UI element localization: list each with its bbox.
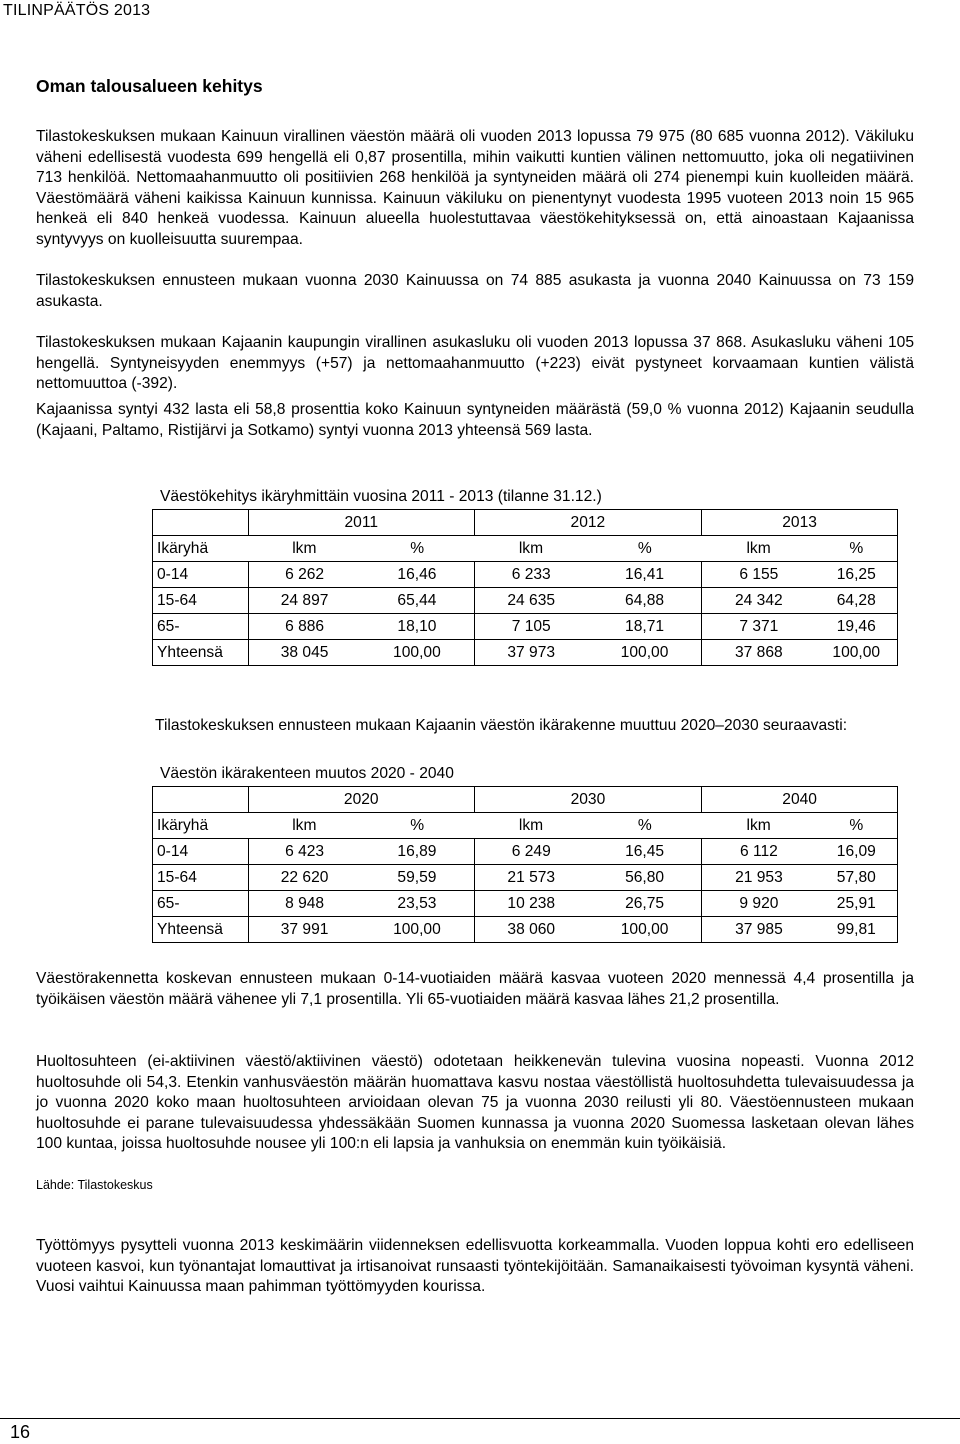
table-row bbox=[153, 865, 898, 891]
year-header: 2013 bbox=[702, 510, 898, 536]
value-cell: 6 262 bbox=[248, 562, 360, 588]
value-cell: 6 112 bbox=[702, 839, 816, 865]
value-cell: 16,41 bbox=[588, 562, 702, 588]
table-year-row bbox=[153, 510, 898, 536]
value-cell: 6 886 bbox=[248, 614, 360, 640]
value-cell: 18,10 bbox=[360, 614, 474, 640]
column-header: % bbox=[410, 539, 425, 557]
footer-divider bbox=[0, 1418, 960, 1419]
column-header: lkm bbox=[518, 539, 544, 557]
value-cell: 18,71 bbox=[588, 614, 702, 640]
table-year-row bbox=[153, 787, 898, 813]
table-row bbox=[153, 562, 898, 588]
value-cell: 16,46 bbox=[360, 562, 474, 588]
value-cell: 19,46 bbox=[816, 614, 898, 640]
paragraph-dependency-ratio: Huoltosuhteen (ei-aktiivinen väestö/aktiivinen väestö) odotetaan heikkenevän tulevina vuosina nopeasti. Vuonna 2012 huoltosuhde oli 54,3. Etenkin vanhusväestön määrän huomattava kasvu nostaa väestöllistä huoltosuhdetta tulevaisuudessa ja jo vuonna 2020 koko maan huoltosuhteen arvioidaan olevan 75 ja vuonna 2030 reilusti yli 80. Väestöennusteen mukaan huoltosuhde ei parane tulevaisuudessa yhdessäkään Suomen kunnassa ja vuonna 2020 Suomessa lasketaan olevan lähes 100 kuntaa, joissa huoltosuhde nousee yli 100:n eli lapsia ja vanhuksia on enemmän kuin työikäisiä. bbox=[36, 1053, 914, 1152]
value-cell: 8 948 bbox=[248, 891, 360, 917]
paragraph-structure-forecast: Väestörakennetta koskevan ennusteen mukaan 0-14-vuotiaiden määrä kasvaa vuoteen 2020 mennessä 4,4 prosentilla ja työikäisen väestön määrä vähenee yli 7,1 prosentilla. Yli 65-vuotiaiden määrä kasvaa lähes 21,2 prosentilla. bbox=[36, 970, 914, 1008]
age-group-cell: 15-64 bbox=[153, 588, 249, 614]
value-cell: 16,09 bbox=[816, 839, 898, 865]
paragraph-kajaani-population: Tilastokeskuksen mukaan Kajaanin kaupungin virallinen asukasluku oli vuoden 2013 lopussa 37 868. Asukasluku väheni 105 hengellä. Syntyneisyyden enemmyys (+57) ja nettomaahanmuutto (+223) eivät pystyneet korvaamaan kuntien välistä nettomuuttoa (-392). bbox=[36, 334, 914, 392]
column-header: lkm bbox=[746, 539, 771, 557]
value-cell: 7 371 bbox=[702, 614, 816, 640]
value-cell: 16,25 bbox=[816, 562, 898, 588]
paragraph-births: Kajaanissa syntyi 432 lasta eli 58,8 prosenttia koko Kainuun syntyneiden määrästä (59,0 % vuonna 2012) Kajaanin seudulla (Kajaani, Paltamo, Ristijärvi ja Sotkamo) syntyi vuonna 2013 yhteensä 569 lasta. bbox=[36, 401, 914, 439]
value-cell: 21 953 bbox=[702, 865, 816, 891]
value-cell: 37 985 bbox=[702, 917, 816, 943]
age-group-cell: 0-14 bbox=[153, 839, 249, 865]
value-cell: 7 105 bbox=[474, 614, 588, 640]
value-cell: 10 238 bbox=[474, 891, 588, 917]
table-row bbox=[153, 891, 898, 917]
page-number: 16 bbox=[10, 1422, 31, 1442]
value-cell: 37 868 bbox=[702, 640, 816, 666]
age-group-cell: Yhteensä bbox=[153, 917, 249, 943]
table-row bbox=[153, 917, 898, 943]
table-row bbox=[153, 640, 898, 666]
value-cell: 25,91 bbox=[816, 891, 898, 917]
column-header: Ikäryhä bbox=[153, 536, 249, 562]
age-group-cell: 0-14 bbox=[153, 562, 249, 588]
table-header-row bbox=[153, 536, 898, 562]
column-header: % bbox=[637, 816, 652, 834]
value-cell: 100,00 bbox=[588, 917, 702, 943]
column-header: % bbox=[816, 813, 898, 839]
column-header: % bbox=[410, 816, 425, 834]
column-header: Ikäryhä bbox=[153, 813, 249, 839]
year-header: 2011 bbox=[248, 510, 474, 536]
running-head: TILINPÄÄTÖS 2013 bbox=[3, 2, 151, 19]
table2-caption: Väestön ikärakenteen muutos 2020 - 2040 bbox=[160, 765, 454, 782]
value-cell: 6 423 bbox=[248, 839, 360, 865]
population-by-age-table bbox=[152, 509, 898, 666]
age-group-cell: 65- bbox=[153, 614, 249, 640]
value-cell: 100,00 bbox=[816, 640, 898, 666]
table-corner-cell bbox=[153, 787, 249, 813]
year-header: 2020 bbox=[248, 787, 474, 813]
value-cell: 23,53 bbox=[360, 891, 474, 917]
value-cell: 100,00 bbox=[360, 640, 474, 666]
value-cell: 24 635 bbox=[474, 588, 588, 614]
value-cell: 100,00 bbox=[588, 640, 702, 666]
age-group-cell: Yhteensä bbox=[153, 640, 249, 666]
value-cell: 57,80 bbox=[816, 865, 898, 891]
value-cell: 9 920 bbox=[702, 891, 816, 917]
table-corner-cell bbox=[153, 510, 249, 536]
table1-caption: Väestökehitys ikäryhmittäin vuosina 2011 - 2013 (tilanne 31.12.) bbox=[160, 488, 602, 505]
age-group-cell: 15-64 bbox=[153, 865, 249, 891]
value-cell: 64,88 bbox=[588, 588, 702, 614]
section-title: Oman talousalueen kehitys bbox=[36, 76, 263, 96]
age-structure-forecast-table bbox=[152, 786, 898, 943]
value-cell: 38 045 bbox=[248, 640, 360, 666]
value-cell: 6 249 bbox=[474, 839, 588, 865]
value-cell: 21 573 bbox=[474, 865, 588, 891]
table-row bbox=[153, 839, 898, 865]
value-cell: 64,28 bbox=[816, 588, 898, 614]
year-header: 2012 bbox=[474, 510, 702, 536]
column-header: % bbox=[637, 539, 652, 557]
value-cell: 24 897 bbox=[248, 588, 360, 614]
paragraph-population: Tilastokeskuksen mukaan Kainuun virallinen väestön määrä oli vuoden 2013 lopussa 79 975 (80 685 vuonna 2012). Väkiluku väheni edellisestä vuodesta 699 hengellä eli 0,87 prosentilla, mihin vaikutti kuntien välinen nettomuutto, joka oli negatiivinen 713 henkilöä. Nettomaahanmuutto oli positiivien 268 henkilöä ja syntyneiden määrä oli 274 pienempi kuin kuolleiden määrä. Väestömäärä väheni kaikissa Kainuun kunnissa. Kainuun väkiluku on pienentynyt vuodesta 1995 vuoteen 2013 noin 15 965 henkeä eli 840 henkeä vuodessa. Kainuun alueella huolestuttavaa väestökehityksessä on, että ainoastaan Kajaanissa syntyvyys on kuolleisuutta suurempaa. bbox=[36, 128, 914, 248]
value-cell: 65,44 bbox=[360, 588, 474, 614]
column-header: lkm bbox=[518, 816, 544, 834]
value-cell: 100,00 bbox=[360, 917, 474, 943]
value-cell: 22 620 bbox=[248, 865, 360, 891]
value-cell: 56,80 bbox=[588, 865, 702, 891]
value-cell: 38 060 bbox=[474, 917, 588, 943]
column-header: lkm bbox=[292, 539, 317, 557]
year-header: 2030 bbox=[474, 787, 702, 813]
column-header: lkm bbox=[746, 816, 771, 834]
value-cell: 37 991 bbox=[248, 917, 360, 943]
column-header: lkm bbox=[292, 816, 317, 834]
age-group-cell: 65- bbox=[153, 891, 249, 917]
table-row bbox=[153, 614, 898, 640]
value-cell: 26,75 bbox=[588, 891, 702, 917]
table2-intro: Tilastokeskuksen ennusteen mukaan Kajaanin väestön ikärakenne muuttuu 2020–2030 seuraavasti: bbox=[155, 717, 848, 734]
value-cell: 59,59 bbox=[360, 865, 474, 891]
value-cell: 99,81 bbox=[816, 917, 898, 943]
value-cell: 24 342 bbox=[702, 588, 816, 614]
table-row bbox=[153, 588, 898, 614]
column-header: % bbox=[816, 536, 898, 562]
year-header: 2040 bbox=[702, 787, 898, 813]
value-cell: 16,45 bbox=[588, 839, 702, 865]
value-cell: 37 973 bbox=[474, 640, 588, 666]
source-note: Lähde: Tilastokeskus bbox=[36, 1178, 153, 1192]
value-cell: 16,89 bbox=[360, 839, 474, 865]
paragraph-forecast: Tilastokeskuksen ennusteen mukaan vuonna 2030 Kainuussa on 74 885 asukasta ja vuonna 2040 Kainuussa on 73 159 asukasta. bbox=[36, 272, 914, 310]
value-cell: 6 155 bbox=[702, 562, 816, 588]
value-cell: 6 233 bbox=[474, 562, 588, 588]
table-header-row bbox=[153, 813, 898, 839]
paragraph-unemployment: Työttömyys pysytteli vuonna 2013 keskimäärin viidenneksen edellisvuotta korkeammalla. Vuoden loppua kohti ero edelliseen vuoteen kasvoi, kun työnantajat lomauttivat ja irtisanoivat runsaasti työntekijöitään. Samanaikaisesti työvoiman kysyntä väheni. Vuosi vaihtui Kainuussa maan pahimman työttömyyden kourissa. bbox=[36, 1237, 914, 1295]
